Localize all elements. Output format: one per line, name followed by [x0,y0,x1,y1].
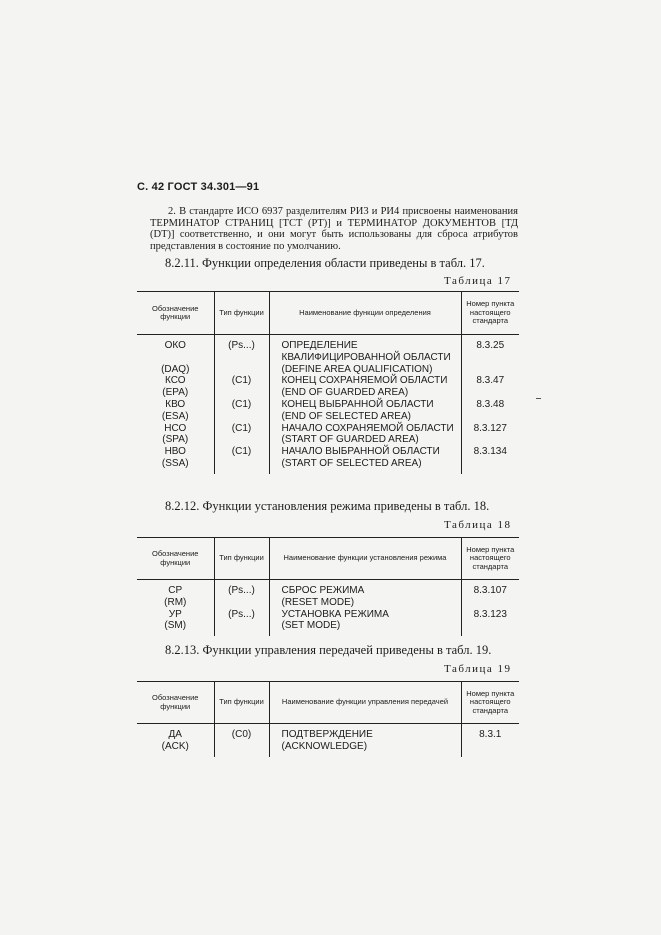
cell-designation: (DAQ) [161,363,190,375]
col-ref: Номер пункта настоящего стандарта [461,538,519,580]
cell-name: КОНЕЦ СОХРАНЯЕМОЙ ОБЛАСТИ [269,375,461,387]
margin-mark [536,398,541,399]
table-row [137,620,519,636]
cell-designation: УР [168,608,182,620]
cell-type: (Ps...) [214,609,269,621]
table-row [137,446,519,458]
cell-ref: 8.3.1 [461,724,519,741]
cell-ref [461,434,519,446]
table-row [137,434,519,446]
table-row [137,458,519,474]
cell-designation: КВО [165,398,186,410]
col-ref: Номер пункта настоящего стандарта [461,292,519,335]
cell-name: СБРОС РЕЖИМА [269,580,461,597]
cell-type [214,387,269,399]
table-row [137,399,519,411]
cell-type: (C1) [214,375,269,387]
col-name: Наименование функции установления режима [269,538,461,580]
cell-type: (Ps...) [214,335,269,364]
cell-type: (C1) [214,423,269,435]
col-ref: Номер пункта настоящего стандарта [461,682,519,724]
cell-ref: 8.3.25 [461,335,519,364]
cell-type [214,411,269,423]
cell-type [214,458,269,474]
col-type: Тип функции [214,682,269,724]
page-header: С. 42 ГОСТ 34.301—91 [137,181,260,193]
table-row [137,335,519,364]
cell-name: ОПРЕДЕЛЕНИЕ КВАЛИФИЦИРОВАННОЙ ОБЛАСТИ [269,335,461,364]
table-row [137,387,519,399]
cell-designation: (EPA) [162,387,189,399]
cell-name: ПОДТВЕРЖДЕНИЕ [269,724,461,741]
table-18 [137,537,519,636]
table-row [137,364,519,376]
table-label-18: Таблица 18 [444,519,512,531]
col-designation: Обозначение функции [137,538,214,580]
cell-name: НАЧАЛО ВЫБРАННОЙ ОБЛАСТИ [269,446,461,458]
cell-name: (RESET MODE) [269,597,461,609]
cell-type: (C0) [214,724,269,741]
cell-designation: (SPA) [162,434,189,446]
cell-ref: 8.3.127 [461,423,519,435]
cell-name: (SET MODE) [269,620,461,636]
cell-designation: ДА [168,729,182,740]
cell-name: (END OF SELECTED AREA) [269,411,461,423]
cell-ref: 8.3.123 [461,609,519,621]
cell-designation: НВО [164,446,186,458]
cell-name: НАЧАЛО СОХРАНЯЕМОЙ ОБЛАСТИ [269,423,461,435]
cell-name: (START OF SELECTED AREA) [269,458,461,474]
cell-designation: СР [168,585,183,596]
col-type: Тип функции [214,538,269,580]
table-row [137,580,519,597]
table-row [137,423,519,435]
cell-type [214,434,269,446]
cell-type [214,597,269,609]
cell-designation: КСО [165,375,186,387]
cell-ref: 8.3.134 [461,446,519,458]
col-designation: Обозначение функции [137,682,214,724]
cell-designation: ОКО [164,340,186,351]
cell-type: (Ps...) [214,580,269,597]
table-row [137,375,519,387]
col-name: Наименование функции управления передачей [269,682,461,724]
cell-type: (C1) [214,446,269,458]
caption-18: 8.2.12. Функции установления режима приведены в табл. 18. [165,499,490,513]
table-row [137,724,519,741]
note [150,206,518,252]
table-19 [137,681,519,757]
cell-name: (ACKNOWLEDGE) [269,741,461,757]
cell-ref: 8.3.48 [461,399,519,411]
table-row [137,741,519,757]
cell-name: УСТАНОВКА РЕЖИМА [269,609,461,621]
cell-designation: (ESA) [161,410,189,422]
cell-name: (START OF GUARDED AREA) [269,434,461,446]
col-type: Тип функции [214,292,269,335]
table-row [137,411,519,423]
cell-ref [461,364,519,376]
cell-designation: (SM) [164,620,187,632]
cell-ref: 8.3.107 [461,580,519,597]
cell-type: (C1) [214,399,269,411]
col-name: Наименование функции определения [269,292,461,335]
note-text: 2. В стандарте ИСО 6937 разделителям РИ3 и РИ4 присвоены наименования ТЕРМИНАТОР СТРАНИЦ [ТСТ (PT)] и ТЕРМИНАТОР ДОКУМЕНТОВ [ТД (DT)] соответственно, и они могут быть использованы для сброса атрибутов представления в состояние по умолчанию. [150,206,518,252]
cell-designation: (ACK) [161,740,189,752]
cell-type [214,364,269,376]
caption-17: 8.2.11. Функции определения области приведены в табл. 17. [165,256,485,270]
cell-designation: (RM) [164,596,187,608]
table-row [137,597,519,609]
cell-name: КОНЕЦ ВЫБРАННОЙ ОБЛАСТИ [269,399,461,411]
cell-ref [461,458,519,474]
cell-ref [461,597,519,609]
cell-ref [461,741,519,757]
table-label-19: Таблица 19 [444,663,512,675]
cell-ref [461,620,519,636]
table-17 [137,291,519,474]
cell-name: (DEFINE AREA QUALIFICATION) [269,364,461,376]
cell-designation: НСО [164,422,187,434]
cell-type [214,620,269,636]
caption-19: 8.2.13. Функции управления передачей приведены в табл. 19. [165,643,492,657]
col-designation: Обозначение функции [137,292,214,335]
cell-ref [461,411,519,423]
cell-ref [461,387,519,399]
table-row [137,609,519,621]
cell-ref: 8.3.47 [461,375,519,387]
cell-type [214,741,269,757]
cell-designation: (SSA) [161,457,189,469]
table-label-17: Таблица 17 [444,275,512,287]
cell-name: (END OF GUARDED AREA) [269,387,461,399]
